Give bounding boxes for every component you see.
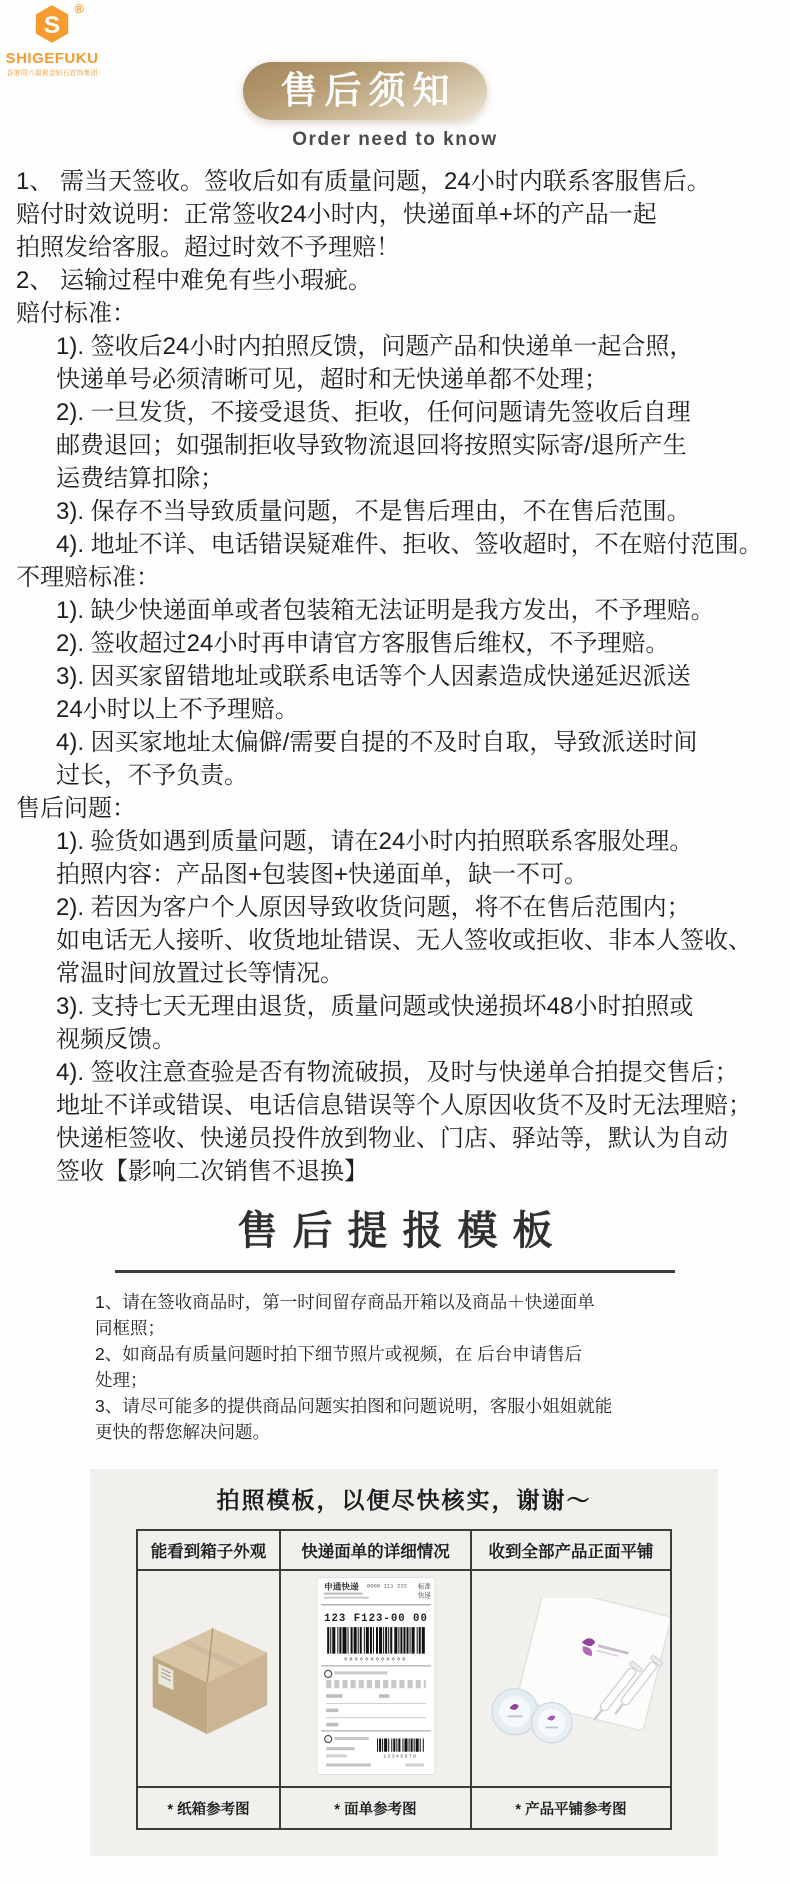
notice-line: 快递柜签收、快递员投件放到物业、门店、驿站等，默认为自动 xyxy=(56,1125,728,1152)
notice-line: 2). 若因为客户个人原因导致收货问题，将不在售后范围内； xyxy=(56,894,691,921)
table-image-row xyxy=(137,1570,671,1787)
cardboard-box-image xyxy=(143,1615,275,1737)
notice-line: 地址不详或错误、电话信息错误等个人原因收货不及时无法理赔； xyxy=(56,1092,752,1119)
notice-line: 1). 验货如遇到质量问题，请在24小时内拍照联系客服处理。 xyxy=(56,828,694,855)
notice-line: 售后问题： xyxy=(16,795,136,822)
svg-text:12345678: 12345678 xyxy=(382,1754,417,1760)
template-step-line: 3、请尽可能多的提供商品问题实拍图和问题说明，客服小姐姐就能 xyxy=(95,1396,613,1416)
notice-line: 拍照发给客服。超过时效不予理赔！ xyxy=(16,234,400,261)
photo-panel-title: 拍照模板，以便尽快核实，谢谢～ xyxy=(216,1487,592,1513)
photo-template-panel xyxy=(90,1469,718,1856)
template-steps xyxy=(95,1289,715,1445)
notice-line: 运费结算扣除； xyxy=(56,465,224,492)
template-section-title: 售后提报模板 xyxy=(237,1209,568,1253)
svg-text:标准: 标准 xyxy=(417,1583,431,1591)
notice-line: 4). 地址不详、电话错误疑难件、拒收、签收超时，不在赔付范围。 xyxy=(56,531,763,558)
photo-reference-table xyxy=(136,1529,672,1830)
box-photo-cell xyxy=(137,1570,280,1787)
template-step-line: 更快的帮您解决问题。 xyxy=(95,1422,270,1442)
caption-products: * 产品平铺参考图 xyxy=(471,1787,671,1829)
caption-box: * 纸箱参考图 xyxy=(137,1787,280,1829)
notice-line: 过长，不予负责。 xyxy=(56,762,248,789)
notice-line: 如电话无人接听、收货地址错误、无人签收或拒收、非本人签收、 xyxy=(56,927,752,954)
table-header-row xyxy=(137,1530,671,1570)
notice-line: 视频反馈。 xyxy=(56,1026,176,1053)
brand-tagline: 香港周六福黄金钻石首饰集团 xyxy=(6,70,98,77)
notice-line: 1). 缺少快递面单或者包装箱无法证明是我方发出，不予理赔。 xyxy=(56,597,715,624)
notice-line: 2). 一旦发货，不接受退货、拒收，任何问题请先签收后自理 xyxy=(56,399,691,426)
banner-title: 售后须知 xyxy=(243,62,487,120)
notice-line: 拍照内容：产品图+包装图+快递面单，缺一不可。 xyxy=(56,861,589,888)
product-flatlay-image xyxy=(473,1598,669,1754)
svg-text:申通快递: 申通快递 xyxy=(323,1581,359,1592)
notice-line: 签收【影响二次销售不退换】 xyxy=(56,1158,368,1185)
brand-header xyxy=(4,1,100,77)
notice-line: 3). 保存不当导致质量问题，不是售后理由，不在售后范围。 xyxy=(56,498,691,525)
template-step-line: 2、如商品有质量问题时拍下细节照片或视频，在 后台申请售后 xyxy=(95,1344,583,1364)
notice-line: 快递单号必须清晰可见，超时和无快递单都不处理； xyxy=(56,366,608,393)
notice-line: 4). 签收注意查验是否有物流破损，及时与快递单合拍提交售后； xyxy=(56,1059,739,1086)
svg-text:000000000000: 000000000000 xyxy=(343,1657,408,1663)
header-products-flat: 收到全部产品正面平铺 xyxy=(471,1530,671,1570)
notice-line: 常温时间放置过长等情况。 xyxy=(56,960,344,987)
svg-text:S: S xyxy=(43,12,61,39)
notice-line: 24小时以上不予理赔。 xyxy=(56,696,299,723)
brand-name: SHIGEFUKU xyxy=(5,50,99,67)
notice-line: 2、 运输过程中难免有些小瑕疵。 xyxy=(16,267,373,294)
svg-text:快递: 快递 xyxy=(417,1592,431,1600)
banner-subtitle: Order need to know xyxy=(292,129,498,150)
waybill-photo-cell xyxy=(280,1570,471,1787)
header-waybill-detail: 快递面单的详细情况 xyxy=(280,1530,471,1570)
registered-trademark-icon: ® xyxy=(74,1,84,16)
banner xyxy=(0,0,790,151)
notice-line: 3). 支持七天无理由退货，质量问题或快递损坏48小时拍照或 xyxy=(56,993,694,1020)
product-photo-cell xyxy=(471,1570,671,1787)
notice-line: 邮费退回；如强制拒收导致物流退回将按照实际寄/退所产生 xyxy=(56,432,687,459)
template-step-line: 同框照； xyxy=(95,1318,165,1338)
notice-line: 赔付时效说明：正常签收24小时内，快递面单+坏的产品一起 xyxy=(16,201,657,228)
notice-line: 不理赔标准： xyxy=(16,564,160,591)
brand-logo xyxy=(34,1,84,48)
caption-waybill: * 面单参考图 xyxy=(280,1787,471,1829)
template-step-line: 处理； xyxy=(95,1370,148,1390)
divider-line xyxy=(115,1270,675,1273)
template-step-line: 1、请在签收商品时，第一时间留存商品开箱以及商品＋快递面单 xyxy=(95,1292,595,1312)
svg-text:123 F123-00 00: 123 F123-00 00 xyxy=(323,1613,428,1626)
notice-line: 赔付标准： xyxy=(16,300,136,327)
notice-line: 2). 签收超过24小时再申请官方客服售后维权，不予理赔。 xyxy=(56,630,670,657)
notice-text xyxy=(0,165,790,1188)
notice-line: 1). 签收后24小时内拍照反馈，问题产品和快递单一起合照， xyxy=(56,333,694,360)
header-box-exterior: 能看到箱子外观 xyxy=(137,1530,280,1570)
shipping-label-image xyxy=(316,1576,436,1776)
table-caption-row xyxy=(137,1787,671,1829)
notice-line: 1、 需当天签收。签收后如有质量问题，24小时内联系客服售后。 xyxy=(16,168,711,195)
notice-line: 3). 因买家留错地址或联系电话等个人因素造成快递延迟派送 xyxy=(56,663,691,690)
hexagon-s-icon xyxy=(34,4,70,44)
svg-text:0000 111 222: 0000 111 222 xyxy=(366,1582,407,1590)
notice-line: 4). 因买家地址太偏僻/需要自提的不及时自取，导致派送时间 xyxy=(56,729,698,756)
